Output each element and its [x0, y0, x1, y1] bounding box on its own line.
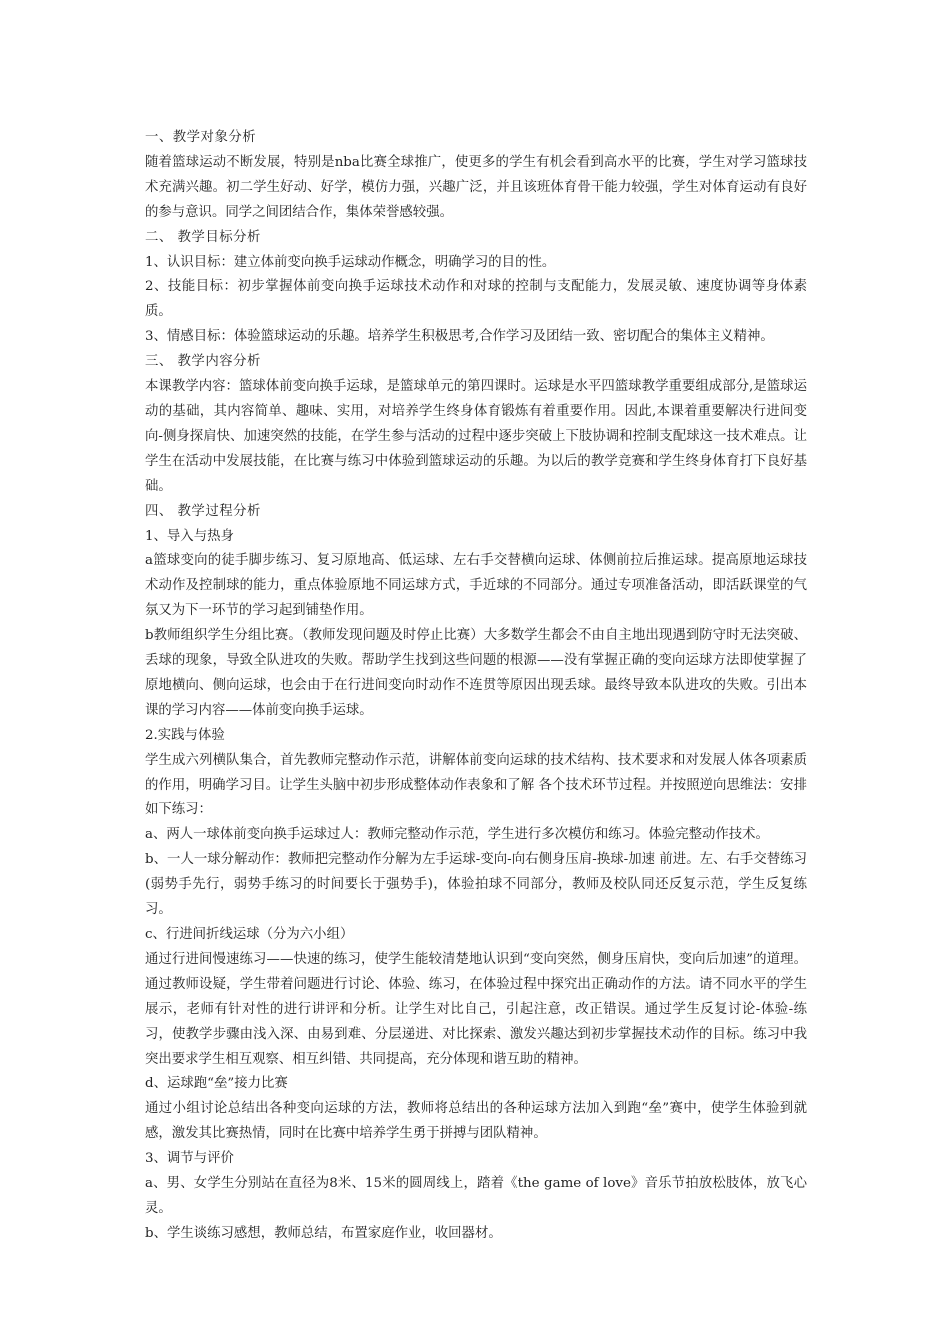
paragraph-objective-skill: 2、技能目标：初步掌握体前变向换手运球技术动作和对球的控制与支配能力，发展灵敏、速度协调等身体素质。 [145, 279, 807, 320]
subheading-practice: 2.实践与体验 [145, 727, 225, 743]
paragraph-objective-emotion: 3、情感目标：体验篮球运动的乐趣。培养学生积极思考,合作学习及团结一致、密切配合的集体主义精神。 [145, 329, 774, 345]
paragraph-practice-a: a、两人一球体前变向换手运球过人：教师完整动作示范，学生进行多次模仿和练习。体验完整动作技术。 [145, 827, 769, 843]
paragraph-practice-d: 通过小组讨论总结出各种变向运球的方法，教师将总结出的各种运球方法加入到跑“垒”赛中，使学生体验到就感，激发其比赛热情，同时在比赛中培养学生勇于拼搏与团队精神。 [145, 1101, 807, 1142]
paragraph-warmup-b: b教师组织学生分组比赛。（教师发现问题及时停止比赛）大多数学生都会不由自主地出现遇到防守时无法突破、丢球的现象，导致全队进攻的失败。帮助学生找到这些问题的根源——没有掌握正确的变向运球方法即使掌握了原地横向、侧向运球，也会由于在行进间变向时动作不连贯等原因出现丢球。最终导致本队进攻的失败。引出本课的学习内容——体前变向换手运球。 [145, 628, 807, 718]
paragraph-practice-c-title: c、行进间折线运球（分为六小组） [145, 927, 354, 942]
paragraph-student-analysis: 随着篮球运动不断发展，特别是nba比赛全球推广，使更多的学生有机会看到高水平的比赛，学生对学习篮球技术充满兴趣。初二学生好动、好学，模仿力强，兴趣广泛，并且该班体育骨干能力较强，学生对体育运动有良好的参与意识。同学之间团结合作，集体荣誉感较强。 [145, 154, 807, 220]
subheading-evaluation: 3、调节与评价 [145, 1151, 234, 1167]
paragraph-warmup-a: a篮球变向的徒手脚步练习、复习原地高、低运球、左右手交替横向运球、体侧前拉后推运球。提高原地运球技术动作及控制球的能力，重点体验原地不同运球方式，手近球的不同部分。通过专项准备活动，即活跃课堂的气氛又为下一环节的学习起到铺垫作用。 [145, 553, 807, 619]
section-heading-content: 三、 教学内容分析 [145, 354, 261, 370]
document-body [145, 126, 807, 1247]
paragraph-practice-intro: 学生成六列横队集合，首先教师完整动作示范，讲解体前变向运球的技术结构、技术要求和对发展人体各项素质的作用，明确学习目。让学生头脑中初步形成整体动作表象和了解 各个技术环节过程。并按照逆向思维法：安排如下练习： [145, 752, 807, 818]
section-heading-student-analysis: 一、教学对象分析 [145, 130, 257, 145]
paragraph-practice-d-title: d、运球跑“垒”接力比赛 [145, 1076, 288, 1092]
paragraph-practice-c: 通过行进间慢速练习——快速的练习，使学生能较清楚地认识到“变向突然，侧身压肩快，变向后加速”的道理。通过教师设疑，学生带着问题进行讨论、体验、练习，在体验过程中探究出正确动作的方法。请不同水平的学生展示，老师有针对性的进行讲评和分析。让学生对比自己，引起注意，改正错误。通过学生反复讨论-体验-练习，使教学步骤由浅入深、由易到难、分层递进、对比探索、激发兴趣达到初步掌握技术动作的目标。练习中我突出要求学生相互观察、相互纠错、共同提高，充分体现和谐互助的精神。 [145, 951, 807, 1067]
section-heading-process: 四、 教学过程分析 [145, 503, 261, 519]
paragraph-objective-cognitive: 1、认识目标：建立体前变向换手运球动作概念，明确学习的目的性。 [145, 254, 556, 270]
subheading-warmup: 1、导入与热身 [145, 528, 234, 544]
section-heading-objectives: 二、 教学目标分析 [145, 229, 261, 245]
paragraph-content-analysis: 本课教学内容：篮球体前变向换手运球，是篮球单元的第四课时。运球是水平四篮球教学重要组成部分,是篮球运动的基础，其内容简单、趣味、实用，对培养学生终身体育锻炼有着重要作用。因此,本课着重要解决行进间变向-侧身探肩快、加速突然的技能，在学生参与活动的过程中逐步突破上下肢协调和控制支配球这一技术难点。让学生在活动中发展技能，在比赛与练习中体验到篮球运动的乐趣。为以后的教学竞赛和学生终身体育打下良好基础。 [145, 379, 807, 494]
paragraph-practice-b: b、一人一球分解动作：教师把完整动作分解为左手运球-变向-向右侧身压肩-换球-加速 前进。左、右手交替练习(弱势手先行，弱势手练习的时间要长于强势手)，体验拍球不同部分，教师及校队同还反复示范，学生反复练习。 [145, 852, 807, 918]
paragraph-evaluation-b: b、学生谈练习感想，教师总结，布置家庭作业，收回器材。 [145, 1225, 502, 1241]
paragraph-evaluation-a: a、男、女学生分别站在直径为8米、15米的圆周线上，踏着《the game of love》音乐节拍放松肢体，放飞心灵。 [145, 1176, 807, 1216]
